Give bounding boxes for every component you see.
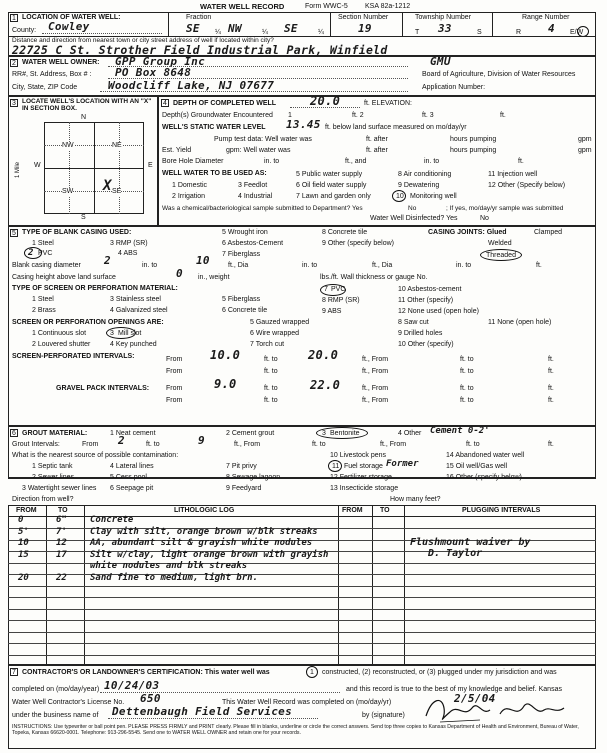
- pump-ft-after: ft. after: [366, 136, 388, 143]
- casing-pvc[interactable]: PVC: [38, 250, 53, 257]
- opening-saw-cut[interactable]: 8 Saw cut: [398, 319, 429, 326]
- section-number-label: Section Number: [338, 14, 389, 21]
- disinfected-label: Water Well Disinfected? Yes: [370, 215, 458, 222]
- grout-intervals-label: Grout Intervals:: [12, 441, 60, 448]
- opening-mill-slot[interactable]: Mill slot: [118, 330, 142, 337]
- src-fuel-num: 11: [332, 463, 340, 470]
- diam-in: in. to: [142, 262, 158, 269]
- grout-neat-cement[interactable]: 1 Neat cement: [110, 430, 156, 437]
- opening-none[interactable]: 11 None (open hole): [488, 319, 552, 326]
- use-lawn-garden[interactable]: 7 Lawn and garden only: [296, 193, 371, 200]
- cert-constructed-num: 1: [310, 669, 314, 676]
- city-value[interactable]: Woodcliff Lake, NJ 07677: [108, 79, 275, 92]
- location-label: LOCATION OF WATER WELL:: [22, 14, 121, 21]
- opening-other[interactable]: 10 Other (specify): [398, 341, 454, 348]
- diam-end: ft.: [536, 262, 542, 269]
- ksa-reference: KSA 82a-1212: [365, 3, 411, 10]
- chemical-no[interactable]: No: [408, 205, 417, 212]
- quarter-mark: ¼: [318, 29, 324, 36]
- opening-continuous-slot[interactable]: 1 Continuous slot: [32, 330, 87, 337]
- quarter-mark: ¼: [262, 29, 268, 36]
- fraction-2[interactable]: NW: [228, 22, 242, 35]
- depth-unit: ft. ELEVATION:: [364, 100, 412, 107]
- log-header-to: TO: [58, 507, 68, 514]
- src-watertight[interactable]: 3 Watertight sewer lines: [22, 485, 97, 492]
- src-pit-privy[interactable]: 7 Pit privy: [226, 463, 257, 470]
- src-oil-gas-well[interactable]: 15 Oil well/Gas well: [446, 463, 508, 470]
- log-row-to[interactable]: 6": [56, 515, 67, 525]
- src-fertilizer[interactable]: 12 Fertilizer storage: [330, 474, 392, 481]
- openings-label: SCREEN OR PERFORATION OPENINGS ARE:: [12, 319, 164, 326]
- diam-in3: in. to: [456, 262, 472, 269]
- use-monitoring-num: 10: [396, 193, 404, 200]
- src-abandoned-well[interactable]: 14 Abandoned water well: [446, 452, 525, 459]
- log-spacer: [8, 478, 596, 479]
- range-label: Range Number: [522, 14, 570, 21]
- casing-asbestos[interactable]: 6 Asbestos-Cement: [222, 240, 284, 247]
- height-in: in., weight: [198, 274, 230, 281]
- gravel-from-value[interactable]: 9.0: [214, 377, 237, 391]
- casing-type-label: TYPE OF BLANK CASING USED:: [22, 229, 132, 236]
- gw-3: ft. 3: [422, 112, 434, 119]
- diam-dia: ft., Dia: [228, 262, 249, 269]
- grout-material-label: GROUT MATERIAL:: [22, 430, 88, 437]
- casing-abs[interactable]: 4 ABS: [118, 250, 138, 257]
- log-rule: [8, 597, 596, 598]
- log-header-plugging: PLUGGING INTERVALS: [462, 507, 541, 514]
- casing-diameter-value[interactable]: 2: [104, 254, 111, 267]
- src-fuel-storage[interactable]: Fuel storage: [344, 463, 383, 470]
- gw-2: ft. 2: [352, 112, 364, 119]
- use-monitoring-well[interactable]: Monitoring well: [410, 193, 457, 200]
- use-other[interactable]: 12 Other (Specify below): [488, 182, 566, 189]
- ne-quadrant: NE: [112, 142, 122, 149]
- perf-to2: ft. to: [460, 356, 474, 363]
- gravel-from: From: [166, 385, 183, 392]
- form-number: Form WWC-5: [305, 3, 348, 10]
- grout-end: ft.: [548, 441, 554, 448]
- casing-rmp[interactable]: 3 RMP (SR): [110, 240, 148, 247]
- address-label: RR#, St. Address, Box # :: [12, 71, 92, 78]
- est-yield-label: Est. Yield: [162, 147, 192, 154]
- opening-mill-slot-num: 3: [110, 330, 114, 337]
- est-hours: hours pumping: [450, 147, 497, 154]
- log-row-from[interactable]: 15: [18, 549, 29, 560]
- license-value[interactable]: 650: [140, 692, 161, 705]
- owner-label: WATER WELL OWNER:: [22, 59, 100, 66]
- log-row-description[interactable]: Silt w/clay, light orange brown with grayish: [90, 549, 329, 560]
- pump-hours: hours pumping: [450, 136, 497, 143]
- depth-value[interactable]: 20.0: [310, 94, 341, 108]
- screen-rmp[interactable]: 8 RMP (SR): [322, 297, 360, 304]
- src-lateral-lines[interactable]: 4 Lateral lines: [110, 463, 154, 470]
- screen-galvanized[interactable]: 4 Galvanized steel: [110, 307, 168, 314]
- pump-test-label: Pump test data: Well water was: [214, 136, 312, 143]
- log-row-to[interactable]: 12: [56, 538, 67, 548]
- se-quadrant: SE: [112, 188, 122, 195]
- use-feedlot[interactable]: 3 Feedlot: [238, 182, 268, 189]
- gravel-to: ft. to: [264, 385, 278, 392]
- log-row-from[interactable]: 10: [18, 538, 29, 548]
- casing-height-label: Casing height above land surface: [12, 274, 116, 281]
- diam-in2: in. to: [302, 262, 318, 269]
- grout-ft-from2: ft., From: [380, 441, 407, 448]
- log-rule: [8, 632, 596, 633]
- log-row-to[interactable]: 17: [56, 549, 67, 560]
- opening-torch-cut[interactable]: 7 Torch cut: [250, 341, 285, 348]
- section-7-number: 7: [10, 668, 18, 676]
- water-use-label: WELL WATER TO BE USED AS:: [162, 170, 267, 177]
- business-name-value[interactable]: Dettenbaugh Field Services: [112, 705, 292, 718]
- use-air-conditioning[interactable]: 8 Air conditioning: [398, 171, 452, 178]
- how-many-feet-label: How many feet?: [390, 496, 441, 503]
- src-seepage-pit[interactable]: 6 Seepage pit: [110, 485, 154, 492]
- casing-concrete-tile[interactable]: 8 Concrete tile: [322, 229, 368, 236]
- direction-label: Direction from well?: [12, 496, 74, 503]
- board-label: Board of Agriculture, Division of Water Resources: [422, 71, 576, 78]
- log-row-from[interactable]: 0: [18, 515, 24, 525]
- casing-steel[interactable]: 1 Steel: [32, 240, 54, 247]
- fraction-1[interactable]: SE: [186, 22, 200, 35]
- completed-on-label: completed on (mo/day/year): [12, 686, 100, 693]
- screen-material-label: TYPE OF SCREEN OR PERFORATION MATERIAL:: [12, 285, 178, 292]
- west-label: W: [34, 162, 41, 169]
- signature: [420, 690, 570, 728]
- gw-end: ft.: [500, 112, 506, 119]
- range-value[interactable]: 4: [548, 22, 555, 35]
- log-rule: [8, 655, 596, 656]
- perf-ft-from: ft., From: [362, 356, 389, 363]
- src-sewage-lagoon[interactable]: 8 Sewage lagoon: [226, 474, 281, 481]
- perf-to: ft. to: [264, 356, 278, 363]
- license-label: Water Well Contractor's License No.: [12, 699, 125, 706]
- chemical-if-yes: ; If yes, mo/day/yr sample was submitted: [446, 205, 564, 212]
- gravel-to-value[interactable]: 22.0: [310, 378, 341, 392]
- screen-other[interactable]: 11 Other (specify): [398, 297, 454, 304]
- section-4-number: 4: [161, 99, 169, 107]
- opening-key-punched[interactable]: 4 Key punched: [110, 341, 157, 348]
- use-irrigation[interactable]: 2 Irrigation: [172, 193, 206, 200]
- casing-height-value[interactable]: 0: [176, 267, 183, 280]
- casing-pvc-num: 2: [28, 248, 34, 258]
- east-west: E/W: [570, 29, 584, 36]
- east-label: E: [148, 162, 153, 169]
- signature-label: by (signature): [362, 712, 405, 719]
- bore-in2: in. to: [424, 158, 440, 165]
- grout-to-value[interactable]: 9: [198, 434, 205, 447]
- use-dewatering[interactable]: 9 Dewatering: [398, 182, 440, 189]
- log-row-description[interactable]: white nodules and blk streaks: [90, 561, 248, 571]
- src-other[interactable]: 16 Other (specify below): [446, 474, 522, 481]
- perforated-to-value[interactable]: 20.0: [308, 348, 339, 362]
- north-label: N: [81, 114, 87, 121]
- grout-bentonite[interactable]: Bentonite: [330, 430, 360, 437]
- groundwater-label: Depth(s) Groundwater Encountered: [162, 112, 273, 119]
- joint-welded[interactable]: Welded: [488, 240, 512, 247]
- casing-joints-label: CASING JOINTS: Glued: [428, 229, 507, 236]
- application-number-label: Application Number:: [422, 84, 486, 91]
- county-label: County:: [12, 27, 37, 34]
- log-header-lithologic: LITHOLOGIC LOG: [174, 507, 235, 514]
- bore-ft2: ft.: [518, 158, 524, 165]
- grout-to: ft. to: [146, 441, 160, 448]
- chemical-sample-label: Was a chemical/bacteriological sample submitted to Department? Yes: [162, 205, 363, 212]
- disinfected-no[interactable]: No: [480, 215, 489, 222]
- pump-gpm: gpm: [578, 136, 592, 143]
- gravel-from-2: From: [166, 397, 183, 404]
- locate-label: LOCATE WELL'S LOCATION WITH AN "X" IN SECTION BOX.: [22, 98, 152, 112]
- address-value[interactable]: PO Box 8648: [115, 66, 192, 79]
- owner-value[interactable]: GPP Group Inc: [115, 55, 205, 68]
- fraction-label: Fraction: [186, 14, 212, 21]
- record-completed-date[interactable]: 2/5/04: [454, 692, 496, 705]
- sw-quadrant: SW: [62, 188, 74, 195]
- perf-from: From: [166, 356, 183, 363]
- src-sewer-lines[interactable]: 2 Sewer lines: [32, 474, 75, 481]
- gravel-to-2: ft. to: [264, 397, 278, 404]
- township-value[interactable]: 33: [438, 22, 452, 35]
- log-row-description[interactable]: Concrete: [90, 515, 134, 525]
- log-header-from: FROM: [16, 507, 37, 514]
- business-name-label: under the business name of: [12, 712, 99, 719]
- use-injection-well[interactable]: 11 Injection well: [488, 171, 538, 178]
- casing-other[interactable]: 9 Other (specify below): [322, 240, 394, 247]
- south-label: S: [81, 214, 86, 221]
- section-1-number: 1: [10, 14, 18, 22]
- gravel-pack-label: GRAVEL PACK INTERVALS:: [56, 385, 150, 392]
- grout-other[interactable]: 4 Other: [398, 430, 422, 437]
- township-prefix: T: [415, 29, 420, 36]
- grout-cement-grout[interactable]: 2 Cement grout: [226, 430, 275, 437]
- log-row-to[interactable]: 7': [56, 526, 67, 537]
- use-oil-field[interactable]: 6 Oil field water supply: [296, 182, 367, 189]
- opening-drilled-holes[interactable]: 9 Drilled holes: [398, 330, 443, 337]
- use-industrial[interactable]: 4 Industrial: [238, 193, 273, 200]
- gravel-to2: ft. to: [460, 385, 474, 392]
- use-public-supply[interactable]: 5 Public water supply: [296, 171, 363, 178]
- township-label: Township Number: [415, 14, 472, 21]
- screen-pvc[interactable]: PVC: [331, 286, 346, 293]
- gravel-end: ft.: [548, 385, 554, 392]
- certification-label: CONTRACTOR'S OR LANDOWNER'S CERTIFICATION: This water well was: [22, 669, 270, 676]
- flushmount-note-name[interactable]: D. Taylor: [428, 548, 483, 559]
- grout-other-value[interactable]: Cement 0-2': [430, 426, 490, 436]
- perf-end: ft.: [548, 356, 554, 363]
- bore-hole-label: Bore Hole Diameter: [162, 158, 224, 165]
- section-number-value[interactable]: 19: [358, 22, 372, 35]
- src-livestock-pens[interactable]: 10 Livestock pens: [330, 452, 387, 459]
- static-level-unit: ft. below land surface measured on mo/day/yr: [325, 124, 467, 131]
- casing-wrought-iron[interactable]: 5 Wrought iron: [222, 229, 268, 236]
- grout-from: From: [82, 441, 99, 448]
- src-septic-tank[interactable]: 1 Septic tank: [32, 463, 73, 470]
- county-value[interactable]: Cowley: [48, 20, 90, 33]
- section-6-number: 6: [10, 429, 18, 437]
- range-prefix: R: [516, 29, 522, 36]
- log-row-from[interactable]: 5': [18, 526, 29, 537]
- est-yield-gpm: gpm: Well water was: [226, 147, 291, 154]
- opening-louvered[interactable]: 2 Louvered shutter: [32, 341, 91, 348]
- gw-1: 1: [288, 112, 292, 119]
- casing-fiberglass[interactable]: 7 Fiberglass: [222, 251, 261, 258]
- perf-to2-2: ft. to: [460, 368, 474, 375]
- est-ft-after: ft. after: [366, 147, 388, 154]
- grout-to3: ft. to: [466, 441, 480, 448]
- gravel-ft-from-2: ft., From: [362, 397, 389, 404]
- perf-ft-from-2: ft., From: [362, 368, 389, 375]
- diam-ft2: ft., Dia: [372, 262, 393, 269]
- grout-from-value[interactable]: 2: [118, 434, 125, 447]
- log-row-from[interactable]: 20: [18, 572, 29, 583]
- perf-end-2: ft.: [548, 368, 554, 375]
- log-rule: [8, 586, 596, 587]
- depth-label: DEPTH OF COMPLETED WELL: [173, 100, 277, 107]
- instructions-text: INSTRUCTIONS: Use typewriter or ball point pen. PLEASE PRESS FIRMLY and PRINT clearly. Please fill in blanks, underline or circle the correct answers. Send top three copies to Kansas Department of Health and Environment, Bureau of Water, Topeka, Kansas 66620-0001. Telephone: 913-296-5545. Send one to WATER WELL OWNER and retain one for your records.: [12, 724, 579, 736]
- completed-on-value[interactable]: 10/24/03: [104, 679, 160, 692]
- perforated-intervals-label: SCREEN-PERFORATED INTERVALS:: [12, 353, 135, 360]
- log-rule: [8, 620, 596, 621]
- use-domestic[interactable]: 1 Domestic: [172, 182, 208, 189]
- distance-value[interactable]: 22725 C St. Strother Field Industrial Park, Winfield: [12, 43, 388, 57]
- contamination-label: What is the nearest source of possible contamination:: [12, 452, 179, 459]
- grout-bentonite-num: 3: [322, 430, 326, 437]
- log-row-to[interactable]: 22: [56, 572, 67, 583]
- record-completed-label: This Water Well Record was completed on (mo/day/yr): [222, 699, 392, 706]
- fraction-3[interactable]: SE: [284, 22, 298, 35]
- log-rule: [8, 643, 596, 644]
- well-location-x: X: [103, 178, 112, 194]
- log-row-description[interactable]: AA, abundant silt & grayish white nodules: [90, 538, 313, 548]
- section-2-number: 2: [10, 59, 18, 67]
- static-level-label: WELL'S STATIC WATER LEVEL: [162, 124, 266, 131]
- screen-abs[interactable]: 9 ABS: [322, 308, 342, 315]
- quarter-mark: ¼: [215, 29, 221, 36]
- src-fuel-former[interactable]: Former: [386, 459, 419, 469]
- nw-quadrant: NW: [62, 142, 74, 149]
- city-label: City, State, ZIP Code: [12, 84, 78, 91]
- static-level-value[interactable]: 13.45: [286, 118, 321, 131]
- perf-to-2: ft. to: [264, 368, 278, 375]
- screen-none[interactable]: 12 None used (open hole): [398, 308, 479, 315]
- mile-label: 1 Mile: [15, 161, 21, 178]
- casing-depth-value[interactable]: 10: [196, 254, 210, 267]
- casing-diameter-label: Blank casing diameter: [12, 262, 81, 269]
- src-insecticide[interactable]: 13 Insecticide storage: [330, 485, 399, 492]
- flushmount-note[interactable]: Flushmount waiver by: [410, 537, 531, 548]
- log-header-to-2: TO: [380, 507, 390, 514]
- log-rule: [8, 609, 596, 610]
- form-title: WATER WELL RECORD: [200, 2, 285, 11]
- bore-ft: ft., and: [345, 158, 367, 165]
- gmu-value[interactable]: GMU: [430, 55, 451, 68]
- gravel-to2-2: ft. to: [460, 397, 474, 404]
- log-header-from-2: FROM: [342, 507, 363, 514]
- gravel-end-2: ft.: [548, 397, 554, 404]
- grout-ft-from: ft., From: [234, 441, 261, 448]
- screen-asbestos[interactable]: 10 Asbestos-cement: [398, 286, 462, 293]
- gravel-ft-from: ft., From: [362, 385, 389, 392]
- screen-concrete[interactable]: 6 Concrete tile: [222, 307, 268, 314]
- screen-pvc-num: 7: [324, 286, 328, 293]
- section-5-number: 5: [10, 229, 18, 237]
- cert-constructed: constructed, (2) reconstructed, or (3) plugged under my jurisdiction and was: [322, 669, 557, 676]
- height-lbs: lbs./ft. Wall thickness or gauge No.: [320, 274, 428, 281]
- log-row-description[interactable]: Clay with silt, orange brown w/blk streaks: [90, 526, 318, 537]
- log-row-description[interactable]: Sand fine to medium, light brn.: [90, 572, 258, 583]
- section-3-number: 3: [10, 99, 18, 107]
- screen-stainless[interactable]: 3 Stainless steel: [110, 296, 161, 303]
- perforated-from-value[interactable]: 10.0: [210, 348, 241, 362]
- record-true-statement: and this record is true to the best of my knowledge and belief. Kansas: [346, 686, 562, 693]
- screen-brass[interactable]: 2 Brass: [32, 307, 56, 314]
- township-suffix: S: [477, 29, 482, 36]
- opening-wire-wrapped[interactable]: 6 Wire wrapped: [250, 330, 300, 337]
- est-gpm: gpm: [578, 147, 592, 154]
- joint-threaded[interactable]: Threaded: [486, 252, 516, 259]
- screen-steel[interactable]: 1 Steel: [32, 296, 54, 303]
- src-feedyard[interactable]: 9 Feedyard: [226, 485, 262, 492]
- screen-fiberglass[interactable]: 5 Fiberglass: [222, 296, 261, 303]
- grout-to2: ft. to: [312, 441, 326, 448]
- joint-clamped[interactable]: Clamped: [534, 229, 563, 236]
- perf-from-2: From: [166, 368, 183, 375]
- bore-in: in. to: [264, 158, 280, 165]
- src-cess-pool[interactable]: 5 Cess pool: [110, 474, 147, 481]
- distance-label: Distance and direction from nearest town or city street address of well if located within city?: [12, 37, 274, 44]
- opening-gauzed[interactable]: 5 Gauzed wrapped: [250, 319, 310, 326]
